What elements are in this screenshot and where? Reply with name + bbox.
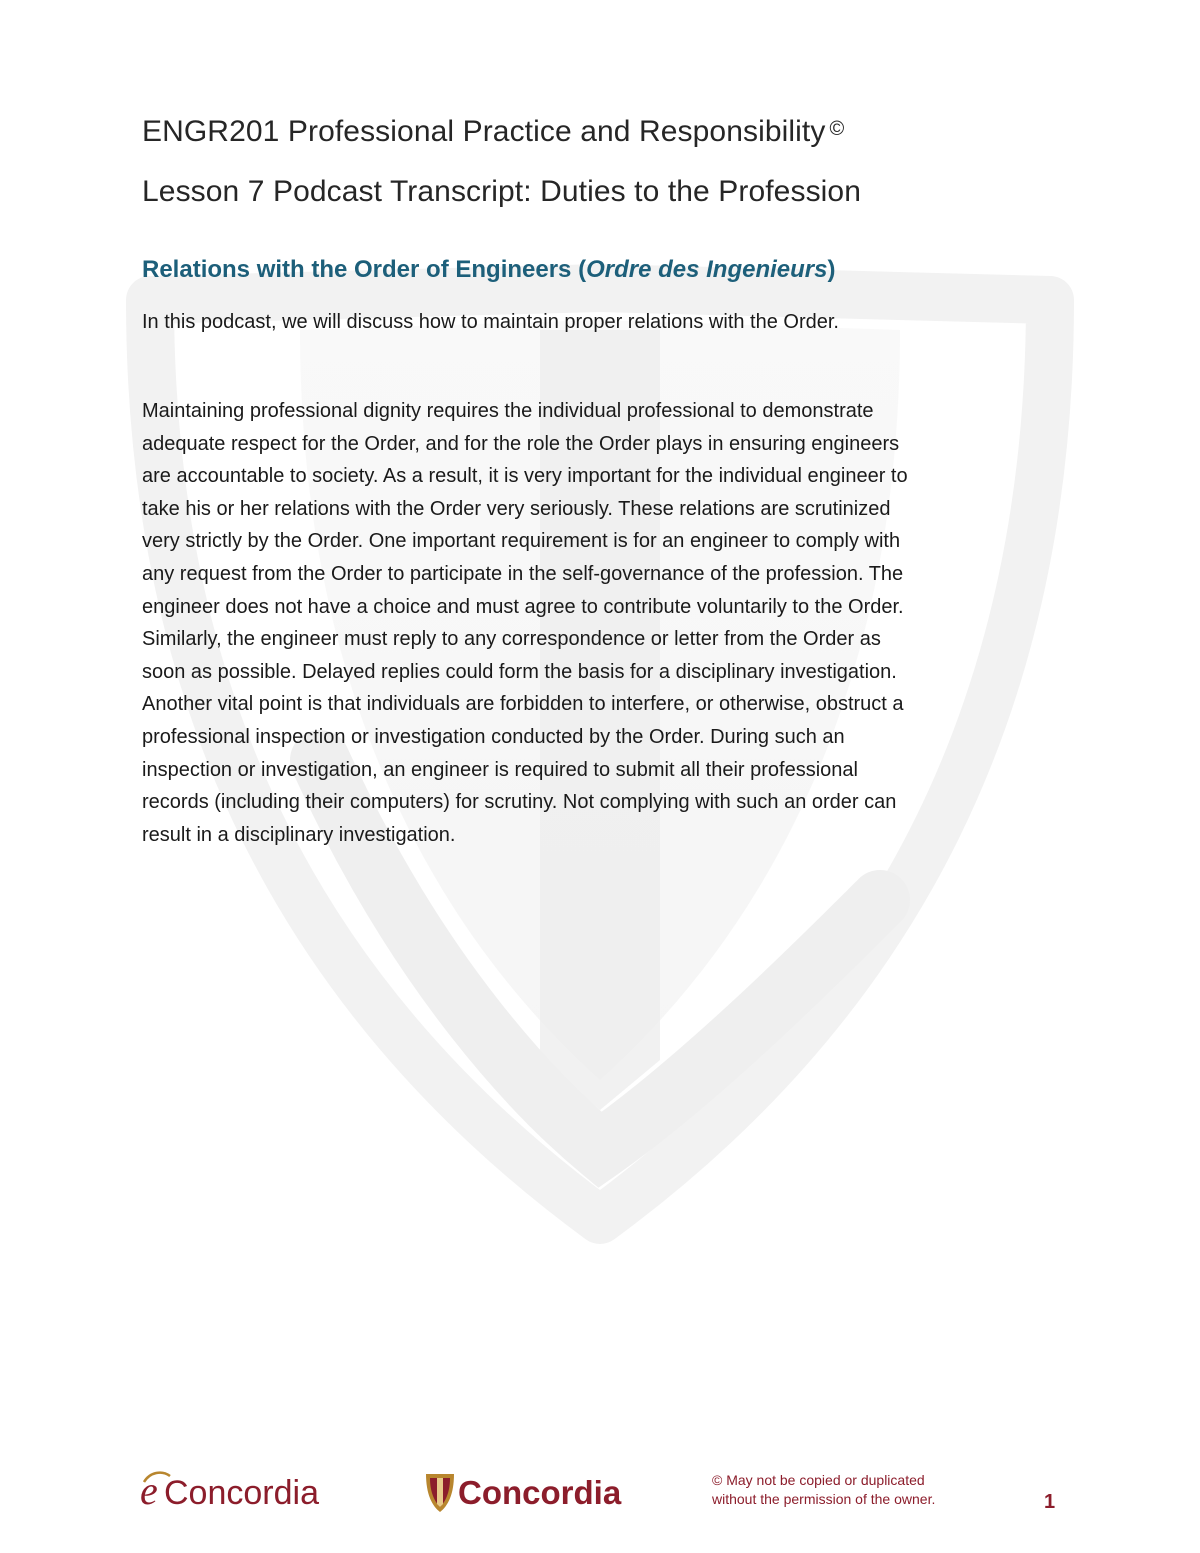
- econcordia-logo-mark: e: [140, 1468, 158, 1513]
- concordia-logo-text: Concordia: [458, 1474, 622, 1511]
- paragraph-line: Similarly, the engineer must reply to any correspondence or letter from the Order as: [142, 628, 881, 651]
- concordia-shield-icon: [426, 1474, 454, 1512]
- section-heading: Relations with the Order of Engineers (Ordre des Ingenieurs): [142, 256, 836, 283]
- paragraph-line: adequate respect for the Order, and for the role the Order plays in ensuring engineers: [142, 432, 900, 455]
- paragraph-line: inspection or investigation, an engineer is required to submit all their professional: [142, 758, 858, 781]
- paragraph-line: are accountable to society. As a result, it is very important for the individual engineer to: [142, 465, 908, 488]
- course-title: ENGR201 Professional Practice and Responsibility ©: [142, 115, 845, 148]
- paragraph-line: take his or her relations with the Order very seriously. These relations are scrutinized: [142, 497, 891, 520]
- paragraph-line: engineer does not have a choice and must agree to contribute voluntarily to the Order.: [142, 595, 904, 618]
- econcordia-logo-text: Concordia: [164, 1474, 319, 1512]
- paragraph-line: Another vital point is that individuals are forbidden to interfere, or otherwise, obstruct a: [142, 693, 904, 716]
- page-number: 1: [1044, 1491, 1056, 1513]
- lesson-title: Lesson 7 Podcast Transcript: Duties to the Profession: [142, 175, 862, 208]
- concordia-logo: [424, 1466, 664, 1516]
- paragraph-line: Maintaining professional dignity requires the individual professional to demonstrate: [142, 400, 874, 422]
- paragraph-line: any request from the Order to participate in the self-governance of the profession. The: [142, 562, 904, 585]
- paragraph-line: result in a disciplinary investigation.: [142, 823, 456, 846]
- copyright-symbol: ©: [829, 118, 845, 140]
- intro-paragraph: In this podcast, we will discuss how to maintain proper relations with the Order.: [142, 311, 839, 333]
- econcordia-logo: [140, 1466, 380, 1516]
- paragraph-line: very strictly by the Order. One important requirement is for an engineer to comply with: [142, 530, 901, 553]
- paragraph-line: records (including their computers) for scrutiny. Not complying with such an order can: [142, 791, 897, 814]
- paragraph-line: soon as possible. Delayed replies could form the basis for a disciplinary investigation.: [142, 660, 897, 683]
- copyright-notice: © May not be copied or duplicated without the permission of the owner.: [712, 1472, 936, 1507]
- body-paragraph: [142, 395, 1057, 851]
- paragraph-line: professional inspection or investigation conducted by the Order. During such an: [142, 725, 845, 748]
